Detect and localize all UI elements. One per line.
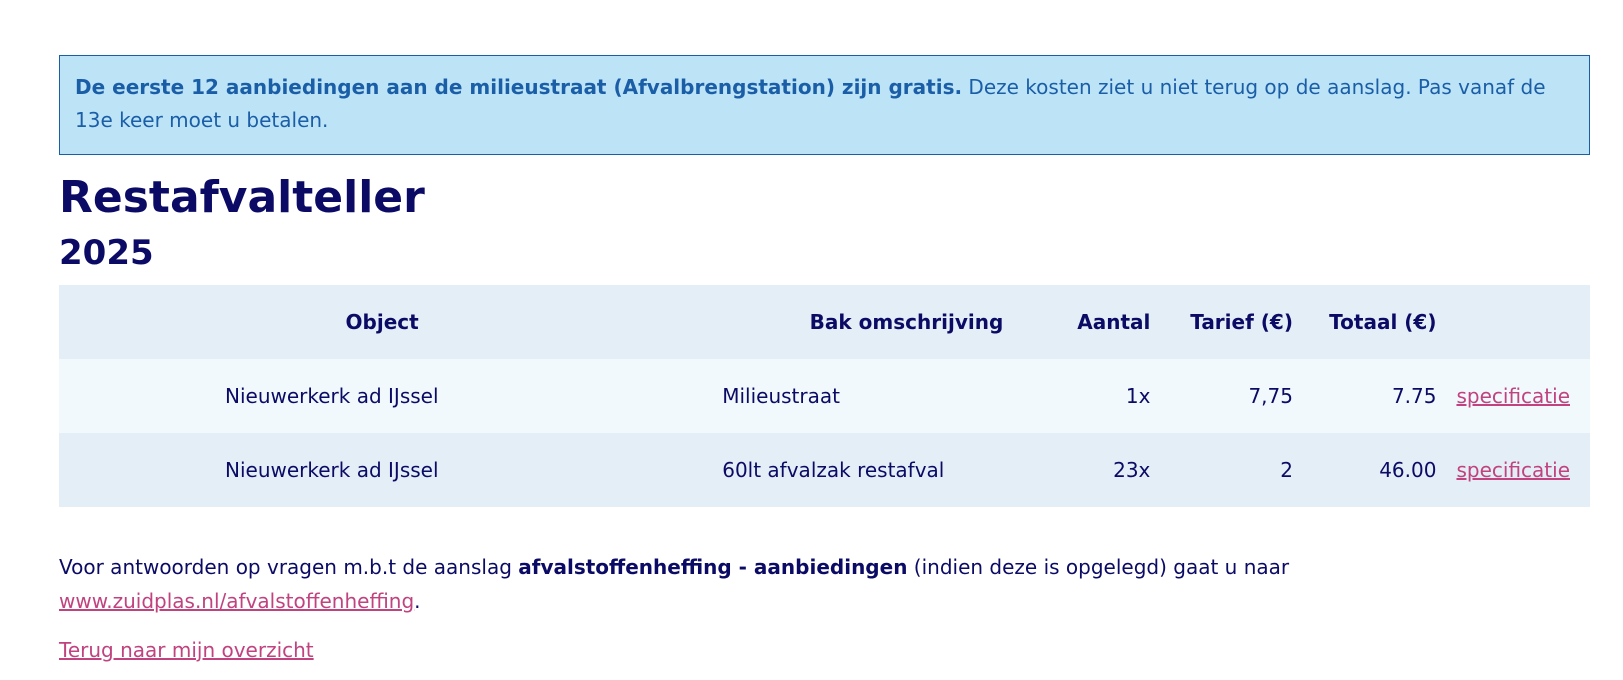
table-row — [59, 359, 1590, 433]
info-notice — [59, 55, 1590, 155]
info-end: . — [414, 589, 421, 613]
header-bak-omschrijving: Bak omschrijving — [809, 310, 1004, 334]
page-title: Restafvalteller — [59, 172, 425, 223]
waste-counter-table — [59, 285, 1590, 507]
header-empty — [1446, 285, 1590, 359]
notice-bold-text: De eerste 12 aanbiedingen aan de milieustraat (Afvalbrengstation) zijn gratis. — [75, 75, 963, 99]
info-paragraph — [59, 550, 1359, 618]
cell-tarief: 7,75 — [1248, 384, 1293, 408]
cell-object: Nieuwerkerk ad IJssel — [225, 458, 439, 482]
header-aantal: Aantal — [1077, 310, 1151, 334]
notice-text: Deze kosten ziet u niet terug op de aanslag. Pas vanaf de 13e keer moet u betalen. — [75, 75, 1546, 132]
specificatie-link[interactable]: specificatie — [1456, 458, 1570, 482]
back-to-overview-link[interactable]: Terug naar mijn overzicht — [59, 638, 314, 662]
cell-aantal: 1x — [1125, 384, 1151, 408]
info-bold: afvalstoffenheffing - aanbiedingen — [518, 555, 908, 579]
afvalstoffenheffing-link[interactable]: www.zuidplas.nl/afvalstoffenheffing — [59, 589, 415, 613]
cell-totaal: 7.75 — [1391, 384, 1437, 408]
info-prefix: Voor antwoorden op vragen m.b.t de aanslag — [59, 555, 519, 579]
year-heading: 2025 — [59, 233, 154, 273]
header-tarief: Tarief (€) — [1190, 310, 1293, 334]
info-suffix: (indien deze is opgelegd) gaat u naar — [907, 555, 1290, 579]
specificatie-link[interactable]: specificatie — [1456, 384, 1570, 408]
cell-object: Nieuwerkerk ad IJssel — [225, 384, 439, 408]
header-totaal: Totaal (€) — [1329, 310, 1437, 334]
table-header-row — [59, 285, 1590, 359]
header-object: Object — [345, 310, 419, 334]
cell-tarief: 2 — [1280, 458, 1293, 482]
cell-bak: Milieustraat — [722, 384, 840, 408]
page-content — [59, 55, 1590, 665]
table-row — [59, 433, 1590, 507]
cell-aantal: 23x — [1113, 458, 1151, 482]
cell-spec — [1446, 359, 1590, 433]
cell-bak: 60lt afvalzak restafval — [722, 458, 945, 482]
cell-spec — [1446, 433, 1590, 507]
cell-totaal: 46.00 — [1379, 458, 1437, 482]
back-link-container — [59, 635, 1590, 665]
